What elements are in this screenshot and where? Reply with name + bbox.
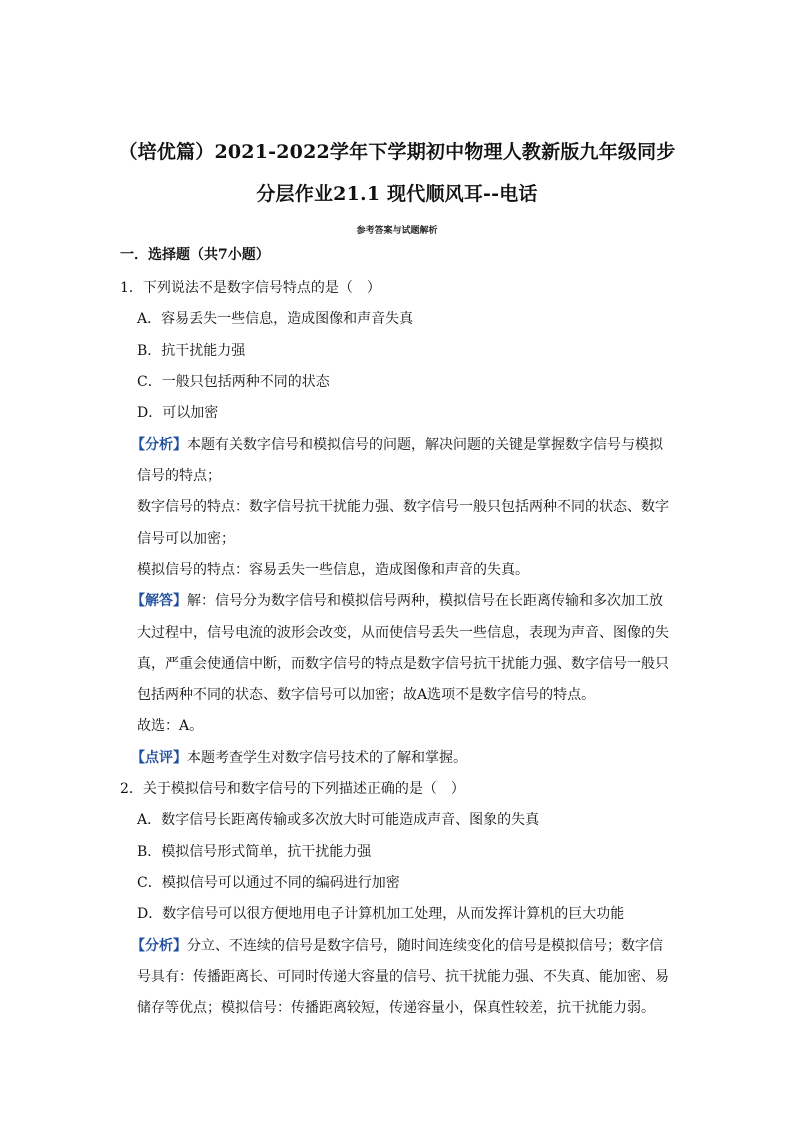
question-1-comment: [131, 748, 467, 768]
document-subtitle: 参考答案与试题解析: [356, 226, 438, 236]
section-heading: 一．选择题（共7小题）: [120, 247, 270, 263]
question-1-analysis-line-2: 信号的特点；: [137, 468, 221, 484]
question-2-option-a: A．数字信号长距离传输或多次放大时可能造成声音、图象的失真: [137, 812, 540, 828]
question-1-analysis-line-1: [131, 435, 663, 455]
question-1-choice: 故选：A。: [137, 718, 204, 734]
question-1-answer-line-4: 包括两种不同的状态、数字信号可以加密；故A选项不是数字信号的特点。: [137, 687, 596, 703]
document-title-line-2: 分层作业21.1 现代顺风耳--电话: [256, 183, 538, 205]
question-2-stem: 2．关于模拟信号和数字信号的下列描述正确的是（ ）: [120, 781, 465, 797]
answer-text: 解：信号分为数字信号和模拟信号两种，模拟信号在长距离传输和多次加工放: [187, 593, 663, 609]
question-2-analysis-line-3: 储存等优点；模拟信号：传播距离较短，传递容量小，保真性较差，抗干扰能力弱。: [137, 1000, 655, 1016]
question-1-answer-line-3: 真，严重会使通信中断，而数字信号的特点是数字信号抗干扰能力强、数字信号一般只: [137, 656, 669, 672]
question-2-option-c: C．模拟信号可以通过不同的编码进行加密: [137, 875, 400, 891]
question-1-stem: 1．下列说法不是数字信号特点的是（ ）: [120, 280, 381, 296]
question-1-answer-line-2: 大过程中，信号电流的波形会改变，从而使信号丢失一些信息，表现为声音、图像的失: [137, 625, 669, 641]
analysis-text: 分立、不连续的信号是数字信号，随时间连续变化的信号是模拟信号；数字信: [187, 938, 663, 954]
question-1-option-d: D．可以加密: [137, 405, 219, 421]
answer-tag: 【解答】: [131, 593, 187, 609]
question-1-option-c: C．一般只包括两种不同的状态: [137, 374, 330, 390]
question-1-answer-line-1: [131, 591, 663, 611]
question-2-option-d: D．数字信号可以很方便地用电子计算机加工处理，从而发挥计算机的巨大功能: [137, 906, 625, 922]
question-1-analysis-line-5: 模拟信号的特点：容易丢失一些信息，造成图像和声音的失真。: [137, 562, 529, 578]
document-title-line-1: （培优篇）2021-2022学年下学期初中物理人教新版九年级同步: [118, 141, 676, 163]
analysis-text: 本题有关数字信号和模拟信号的问题，解决问题的关键是掌握数字信号与模拟: [187, 437, 663, 453]
comment-tag: 【点评】: [131, 750, 187, 766]
question-2-option-b: B．模拟信号形式简单，抗干扰能力强: [137, 844, 372, 860]
question-2-analysis-line-2: 号具有：传播距离长、可同时传递大容量的信号、抗干扰能力强、不失真、能加密、易: [137, 969, 669, 985]
analysis-tag: 【分析】: [131, 938, 187, 954]
question-1-option-b: B．抗干扰能力强: [137, 343, 246, 359]
question-1-analysis-line-4: 信号可以加密；: [137, 531, 235, 547]
analysis-tag: 【分析】: [131, 437, 187, 453]
comment-text: 本题考查学生对数字信号技术的了解和掌握。: [187, 750, 467, 766]
question-2-analysis-line-1: [131, 936, 663, 956]
question-1-option-a: A．容易丢失一些信息，造成图像和声音失真: [137, 311, 414, 327]
question-1-analysis-line-3: 数字信号的特点：数字信号抗干扰能力强、数字信号一般只包括两种不同的状态、数字: [137, 499, 669, 515]
